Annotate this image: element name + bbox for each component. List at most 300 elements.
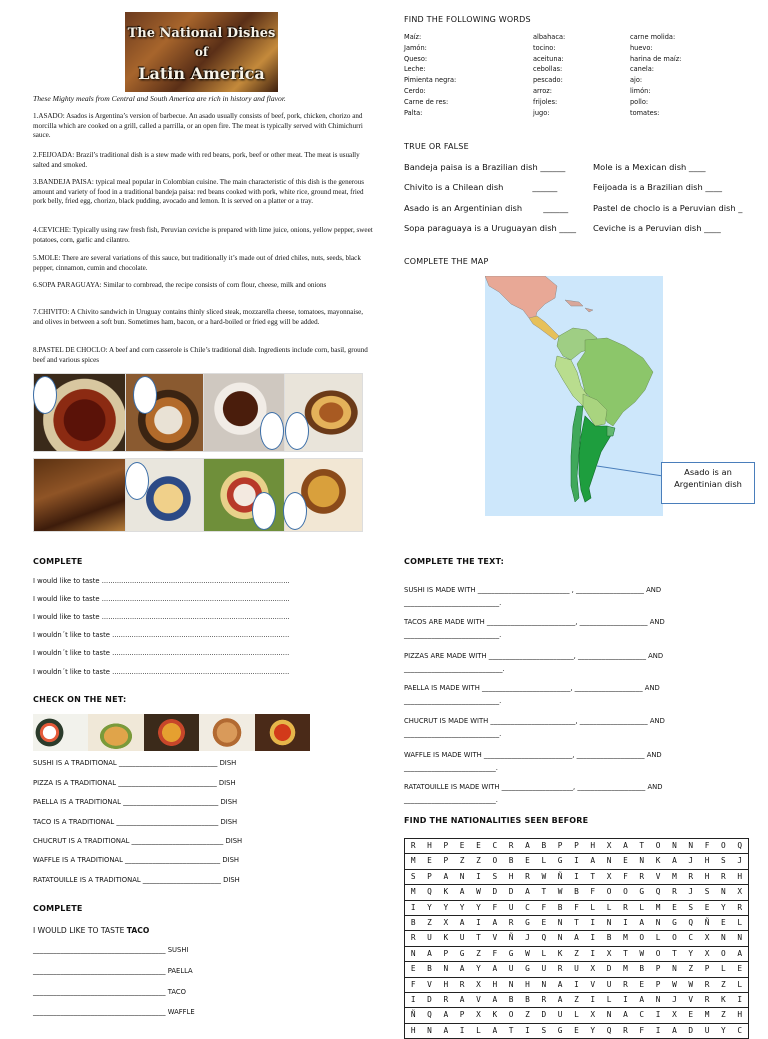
word-search-cell[interactable]: A [737,948,743,958]
word-search-cell[interactable]: A [443,1010,449,1020]
word-search-cell[interactable]: M [672,871,677,881]
ct-2-line-2[interactable]: ____________________________. [404,631,502,639]
word-search-cell[interactable]: G [508,948,514,958]
word-search-cell[interactable]: C [525,902,530,912]
word-search-cell[interactable]: O [721,841,726,850]
word-search-cell[interactable]: A [590,856,596,866]
blank-line[interactable]: _______________________________________ [33,1008,166,1016]
word-search-cell[interactable]: S [410,871,416,881]
word-search-cell[interactable]: E [672,902,677,912]
word-search-cell[interactable]: R [623,1025,628,1035]
word-search-cell[interactable]: C [688,933,694,943]
word-search-cell[interactable]: W [672,979,677,989]
word-search-cell[interactable]: J [525,933,530,943]
check-net-text[interactable]: CHUCRUT IS A TRADITIONAL ___________________________ [33,837,224,845]
answer-oval-4[interactable] [285,412,309,450]
word-search-cell[interactable]: V [688,994,694,1004]
word-search-cell[interactable]: H [427,841,432,850]
word-search-cell[interactable]: U [606,979,612,989]
word-search-cell[interactable]: L [476,1025,481,1035]
word-search-cell[interactable]: I [410,902,416,912]
word-search-cell[interactable]: A [443,871,449,881]
word-search-cell[interactable]: H [508,871,514,881]
word-search-cell[interactable]: J [737,856,743,866]
ct-1-line-2[interactable]: ____________________________. [404,599,502,607]
answer-oval-5[interactable] [125,462,149,500]
word-search-cell[interactable]: F [541,902,547,912]
complete-line-5[interactable]: I wouldn´t like to taste .................................................................................. [33,649,290,657]
complete-line-1[interactable]: I would like to taste ....................................................................................... [33,577,290,585]
word-search-cell[interactable]: B [639,964,645,974]
word-search-cell[interactable]: A [557,979,563,989]
word-search-cell[interactable]: Q [688,917,694,927]
word-search-cell[interactable]: G [672,917,677,927]
word-search-cell[interactable]: I [737,994,743,1004]
word-search-cell[interactable]: E [721,917,726,927]
word-search-cell[interactable]: Ñ [704,917,710,927]
word-search-cell[interactable]: A [427,948,432,958]
word-search-cell[interactable]: I [574,979,579,989]
word-search-cell[interactable]: I [574,871,579,881]
word-search-cell[interactable]: X [704,933,710,943]
word-search-cell[interactable]: P [427,871,432,881]
word-search-cell[interactable]: A [639,994,645,1004]
word-search-cell[interactable]: W [525,948,530,958]
word-search-cell[interactable]: S [492,871,498,881]
word-search-cell[interactable]: J [672,994,677,1004]
word-search-cell[interactable]: J [688,856,694,866]
check-net-text[interactable]: WAFFLE IS A TRADITIONAL ____________________________ [33,856,221,864]
word-search-cell[interactable]: N [606,1010,612,1020]
word-search-cell[interactable]: Z [721,979,726,989]
word-search-cell[interactable]: F [590,887,596,897]
word-search-cell[interactable]: I [590,994,596,1004]
word-search-cell[interactable]: D [427,994,432,1004]
word-search-cell[interactable]: I [476,871,481,881]
word-search-cell[interactable]: M [655,902,661,912]
word-search-cell[interactable]: N [541,979,547,989]
word-search-cell[interactable]: Y [427,902,432,912]
word-search-cell[interactable]: N [557,917,563,927]
word-search-cell[interactable]: Y [688,948,694,958]
word-search-cell[interactable]: A [623,1010,628,1020]
word-search-cell[interactable]: V [655,871,661,881]
word-search-cell[interactable]: I [623,917,628,927]
word-search-cell[interactable]: Q [737,841,743,850]
answer-oval-1[interactable] [33,376,57,414]
word-search-cell[interactable]: F [410,979,416,989]
word-search-cell[interactable]: Q [606,1025,612,1035]
blank-line[interactable]: _______________________________________ [33,988,166,996]
word-search-cell[interactable]: O [639,933,645,943]
word-search-cell[interactable]: E [688,1010,694,1020]
word-search-cell[interactable]: H [737,871,743,881]
word-search-cell[interactable]: P [557,841,563,850]
word-search-cell[interactable]: G [525,964,530,974]
word-search-cell[interactable]: I [525,1025,530,1035]
word-search-cell[interactable]: B [557,902,563,912]
word-search-cell[interactable]: V [590,979,596,989]
check-net-text[interactable]: RATATOUILLE IS A TRADITIONAL _______________________ [33,876,221,884]
word-search-cell[interactable]: H [492,979,498,989]
word-search-cell[interactable]: M [623,964,628,974]
word-search-cell[interactable]: G [557,856,563,866]
word-search-cell[interactable]: F [574,902,579,912]
word-search-cell[interactable]: X [476,1010,481,1020]
word-search-cell[interactable]: U [508,964,514,974]
word-search-cell[interactable]: N [655,994,661,1004]
word-search-cell[interactable]: L [721,964,726,974]
word-search-cell[interactable]: P [655,964,661,974]
word-search-cell[interactable]: B [508,994,514,1004]
word-search-cell[interactable]: X [606,871,612,881]
blank-line[interactable]: _______________________________________ [33,967,166,975]
word-search-cell[interactable]: T [574,917,579,927]
word-search-cell[interactable]: Y [721,902,726,912]
check-net-text[interactable]: TACO IS A TRADITIONAL ______________________________ [33,818,219,826]
word-search-cell[interactable]: N [639,856,645,866]
word-search-cell[interactable]: N [508,979,514,989]
word-search-cell[interactable]: R [623,979,628,989]
word-search-cell[interactable]: D [492,887,498,897]
word-search-cell[interactable]: E [459,841,465,850]
word-search-cell[interactable]: Q [541,933,547,943]
word-search-cell[interactable]: K [443,887,449,897]
word-search-cell[interactable]: N [459,871,465,881]
word-search-cell[interactable]: K [721,994,726,1004]
word-search-cell[interactable]: L [606,994,612,1004]
check-net-text[interactable]: PIZZA IS A TRADITIONAL _____________________________ [33,779,217,787]
word-search-cell[interactable]: S [541,1025,547,1035]
word-search-cell[interactable]: N [655,917,661,927]
word-search-cell[interactable]: U [704,1025,710,1035]
word-search-cell[interactable]: U [427,933,432,943]
word-search-cell[interactable]: E [574,1025,579,1035]
word-search-cell[interactable]: R [557,964,563,974]
blank-line[interactable]: _______________________________________ [33,946,166,954]
word-search-cell[interactable]: E [525,856,530,866]
word-search-cell[interactable]: T [590,871,596,881]
word-search-cell[interactable]: Y [721,1025,726,1035]
word-search-cell[interactable]: A [672,856,677,866]
word-search-cell[interactable]: A [557,994,563,1004]
ct-4-line-2[interactable]: ____________________________. [404,697,502,705]
word-search-cell[interactable]: Z [721,1010,726,1020]
word-search-cell[interactable]: E [639,979,645,989]
word-search-cell[interactable]: K [655,856,661,866]
word-search-cell[interactable]: O [721,948,726,958]
word-search-cell[interactable]: E [410,964,416,974]
word-search-cell[interactable]: X [606,841,612,850]
word-search-cell[interactable]: B [574,887,579,897]
word-search-cell[interactable]: O [606,887,612,897]
ct-5-line-2[interactable]: ____________________________. [404,730,502,738]
word-search-cell[interactable]: O [492,856,498,866]
word-search-cell[interactable]: R [688,871,694,881]
word-search-cell[interactable]: N [672,964,677,974]
word-search-cell[interactable]: A [672,1025,677,1035]
word-search-cell[interactable]: E [623,856,628,866]
word-search-cell[interactable]: L [541,948,547,958]
word-search-cell[interactable]: B [541,841,547,850]
word-search-cell[interactable]: B [410,917,416,927]
ct-2-line-1[interactable]: TACOS ARE MADE WITH __________________________, ____________________ AND [404,618,665,626]
word-search-cell[interactable]: X [737,887,743,897]
word-search-cell[interactable]: V [476,994,481,1004]
word-search-cell[interactable]: Y [443,902,449,912]
word-search-cell[interactable]: Q [655,887,661,897]
word-search-cell[interactable]: X [590,1010,596,1020]
word-search-cell[interactable]: F [639,1025,645,1035]
word-search-cell[interactable]: A [525,887,530,897]
word-search-cell[interactable]: L [737,917,743,927]
word-search-cell[interactable]: T [623,948,628,958]
word-search-cell[interactable]: R [508,917,514,927]
word-search-cell[interactable]: W [639,948,645,958]
word-search-cell[interactable]: V [492,933,498,943]
word-search-cell[interactable]: E [476,841,481,850]
word-search-cell[interactable]: O [508,1010,514,1020]
complete-line-4[interactable]: I wouldn´t like to taste .................................................................................. [33,631,290,639]
word-search-cell[interactable]: I [623,994,628,1004]
word-search-cell[interactable]: R [639,871,645,881]
word-search-cell[interactable]: X [606,948,612,958]
word-search-cell[interactable]: O [655,841,661,850]
word-search-cell[interactable]: R [410,841,416,850]
word-search-cell[interactable]: R [737,902,743,912]
word-search-cell[interactable]: N [557,933,563,943]
word-search-cell[interactable]: I [655,1025,661,1035]
word-search-cell[interactable]: B [427,964,432,974]
word-search-cell[interactable]: E [704,902,710,912]
word-search-cell[interactable]: V [427,979,432,989]
ct-3-line-1[interactable]: PIZZAS ARE MADE WITH _________________________, ____________________ AND [404,652,664,660]
word-search-cell[interactable]: H [737,1010,743,1020]
word-search-cell[interactable]: U [541,964,547,974]
word-search-cell[interactable]: W [557,887,563,897]
complete-line-6[interactable]: I wouldn´t like to taste .................................................................................. [33,668,290,676]
word-search-cell[interactable]: H [443,979,449,989]
word-search-cell[interactable]: Q [427,887,432,897]
answer-oval-3[interactable] [260,412,284,450]
word-search-cell[interactable]: D [508,887,514,897]
word-search-cell[interactable]: G [525,917,530,927]
word-search-cell[interactable]: P [574,841,579,850]
word-search-cell[interactable]: S [721,856,726,866]
word-search-cell[interactable]: U [557,1010,563,1020]
word-search-cell[interactable]: M [623,933,628,943]
word-search-cell[interactable]: R [508,841,514,850]
word-search-cell[interactable]: T [639,841,645,850]
word-search-cell[interactable]: A [459,917,465,927]
word-search-cell[interactable]: D [541,1010,547,1020]
word-search-cell[interactable]: L [574,1010,579,1020]
word-search-cell[interactable]: H [410,1025,416,1035]
word-search-cell[interactable]: R [704,994,710,1004]
word-search-cell[interactable]: Z [476,948,481,958]
word-search-cell[interactable]: N [443,964,449,974]
word-search-cell[interactable]: I [410,994,416,1004]
word-search-cell[interactable]: I [590,948,596,958]
word-search-cell[interactable]: L [655,933,661,943]
answer-oval-6[interactable] [252,492,276,530]
word-search-cell[interactable]: O [623,887,628,897]
word-search-cell[interactable]: F [704,841,710,850]
word-search-cell[interactable]: N [427,1025,432,1035]
word-search-cell[interactable]: A [459,964,465,974]
word-search-cell[interactable]: S [704,887,710,897]
ct-5-line-1[interactable]: CHUCRUT IS MADE WITH _________________________, ____________________ AND [404,717,665,725]
ct-4-line-1[interactable]: PAELLA IS MADE WITH __________________________, ____________________ AND [404,684,660,692]
ct-6-line-1[interactable]: WAFFLE IS MADE WITH __________________________, ____________________ AND [404,751,662,759]
answer-oval-2[interactable] [133,376,157,414]
word-search-cell[interactable]: P [443,948,449,958]
word-search-cell[interactable]: P [655,979,661,989]
word-search-cell[interactable]: L [590,902,596,912]
word-search-cell[interactable]: I [590,933,596,943]
word-search-cell[interactable]: U [508,902,514,912]
word-search-cell[interactable]: T [672,948,677,958]
word-search-cell[interactable]: E [427,856,432,866]
ct-6-line-2[interactable]: ___________________________. [404,764,498,772]
word-search-cell[interactable]: Y [476,902,481,912]
word-search-cell[interactable]: U [574,964,579,974]
word-search-cell[interactable]: B [606,933,612,943]
word-search-cell[interactable]: A [492,994,498,1004]
word-search-cell[interactable]: G [459,948,465,958]
word-search-cell[interactable]: P [443,856,449,866]
word-search-cell[interactable]: Z [459,856,465,866]
word-search-cell[interactable]: X [672,1010,677,1020]
word-search-cell[interactable]: M [410,856,416,866]
word-search-cell[interactable]: N [606,856,612,866]
word-search-cell[interactable]: N [688,841,694,850]
word-search-cell[interactable]: Ñ [557,871,563,881]
answer-oval-7[interactable] [283,492,307,530]
word-search-cell[interactable]: G [557,1025,563,1035]
word-search-cell[interactable]: H [704,856,710,866]
latin-america-map[interactable] [485,276,663,516]
complete-line-3[interactable]: I would like to taste ....................................................................................... [33,613,290,621]
word-search-cell[interactable]: X [704,948,710,958]
word-search-cell[interactable]: L [639,902,645,912]
word-search-cell[interactable]: R [541,994,547,1004]
word-search-cell[interactable]: J [688,887,694,897]
word-search-cell[interactable]: T [541,887,547,897]
word-search-cell[interactable]: W [688,979,694,989]
word-search-cell[interactable]: R [459,979,465,989]
word-search-cell[interactable]: R [623,902,628,912]
word-search-cell[interactable]: R [410,933,416,943]
word-search-cell[interactable]: R [721,871,726,881]
word-search-cell[interactable]: T [508,1025,514,1035]
word-search-cell[interactable]: G [639,887,645,897]
word-search-grid[interactable] [404,838,749,1039]
check-net-text[interactable]: SUSHI IS A TRADITIONAL _____________________________ [33,759,218,767]
word-search-cell[interactable]: Y [459,902,465,912]
word-search-cell[interactable]: X [443,917,449,927]
word-search-cell[interactable]: N [606,917,612,927]
word-search-cell[interactable]: X [590,964,596,974]
word-search-cell[interactable]: X [476,979,481,989]
word-search-cell[interactable]: O [655,948,661,958]
word-search-cell[interactable]: K [557,948,563,958]
word-search-cell[interactable]: Ñ [508,933,514,943]
word-search-cell[interactable]: P [443,841,449,850]
ct-7-line-1[interactable]: RATATOUILLE IS MADE WITH _____________________, ____________________ AND [404,783,663,791]
word-search-cell[interactable]: C [737,1025,743,1035]
word-search-cell[interactable]: C [639,1010,645,1020]
word-search-cell[interactable]: H [525,979,530,989]
word-search-cell[interactable]: I [476,917,481,927]
word-search-cell[interactable]: Z [688,964,694,974]
word-search-cell[interactable]: R [704,979,710,989]
word-search-cell[interactable]: M [410,887,416,897]
word-search-cell[interactable]: Q [427,1010,432,1020]
word-search-cell[interactable]: H [704,871,710,881]
word-search-cell[interactable]: E [737,964,743,974]
word-search-cell[interactable]: H [590,841,596,850]
word-search-cell[interactable]: Ñ [410,1010,416,1020]
word-search-cell[interactable]: I [655,1010,661,1020]
word-search-cell[interactable]: R [672,887,677,897]
word-search-cell[interactable]: R [525,871,530,881]
ct-1-line-1[interactable]: SUSHI IS MADE WITH ___________________________ , ____________________ AND [404,586,662,594]
word-search-cell[interactable]: I [574,856,579,866]
word-search-cell[interactable]: F [623,871,628,881]
word-search-cell[interactable]: Z [427,917,432,927]
word-search-cell[interactable]: W [541,871,547,881]
word-search-cell[interactable]: B [525,994,530,1004]
word-search-cell[interactable]: L [606,902,612,912]
word-search-cell[interactable]: I [459,1025,465,1035]
ct-3-line-2[interactable]: _____________________________. [404,665,505,673]
word-search-cell[interactable]: S [688,902,694,912]
word-search-cell[interactable]: A [639,917,645,927]
complete-line-2[interactable]: I would like to taste ....................................................................................... [33,595,290,603]
word-search-cell[interactable]: D [688,1025,694,1035]
ct-7-line-2[interactable]: ___________________________. [404,796,498,804]
word-search-cell[interactable]: A [459,887,465,897]
word-search-cell[interactable]: F [492,902,498,912]
word-search-cell[interactable]: K [492,1010,498,1020]
word-search-cell[interactable]: T [476,933,481,943]
word-search-cell[interactable]: D [606,964,612,974]
word-search-cell[interactable]: L [737,979,743,989]
word-search-cell[interactable]: N [672,841,677,850]
word-search-cell[interactable]: Z [574,948,579,958]
word-search-cell[interactable]: K [443,933,449,943]
word-search-cell[interactable]: A [492,917,498,927]
check-net-text[interactable]: PAELLA IS A TRADITIONAL ____________________________ [33,798,219,806]
word-search-cell[interactable]: R [443,994,449,1004]
word-search-cell[interactable]: P [704,964,710,974]
word-search-cell[interactable]: U [459,933,465,943]
word-search-cell[interactable]: A [492,964,498,974]
word-search-cell[interactable]: Y [476,964,481,974]
word-search-cell[interactable]: A [623,841,628,850]
word-search-cell[interactable]: Y [590,1025,596,1035]
word-search-cell[interactable]: Z [476,856,481,866]
word-search-cell[interactable]: A [574,933,579,943]
word-search-cell[interactable]: A [525,841,530,850]
word-search-cell[interactable]: L [541,856,547,866]
word-search-cell[interactable]: A [492,1025,498,1035]
word-search-cell[interactable]: M [704,1010,710,1020]
word-search-cell[interactable]: I [590,917,596,927]
word-search-cell[interactable]: Z [574,994,579,1004]
word-search-cell[interactable]: Z [525,1010,530,1020]
